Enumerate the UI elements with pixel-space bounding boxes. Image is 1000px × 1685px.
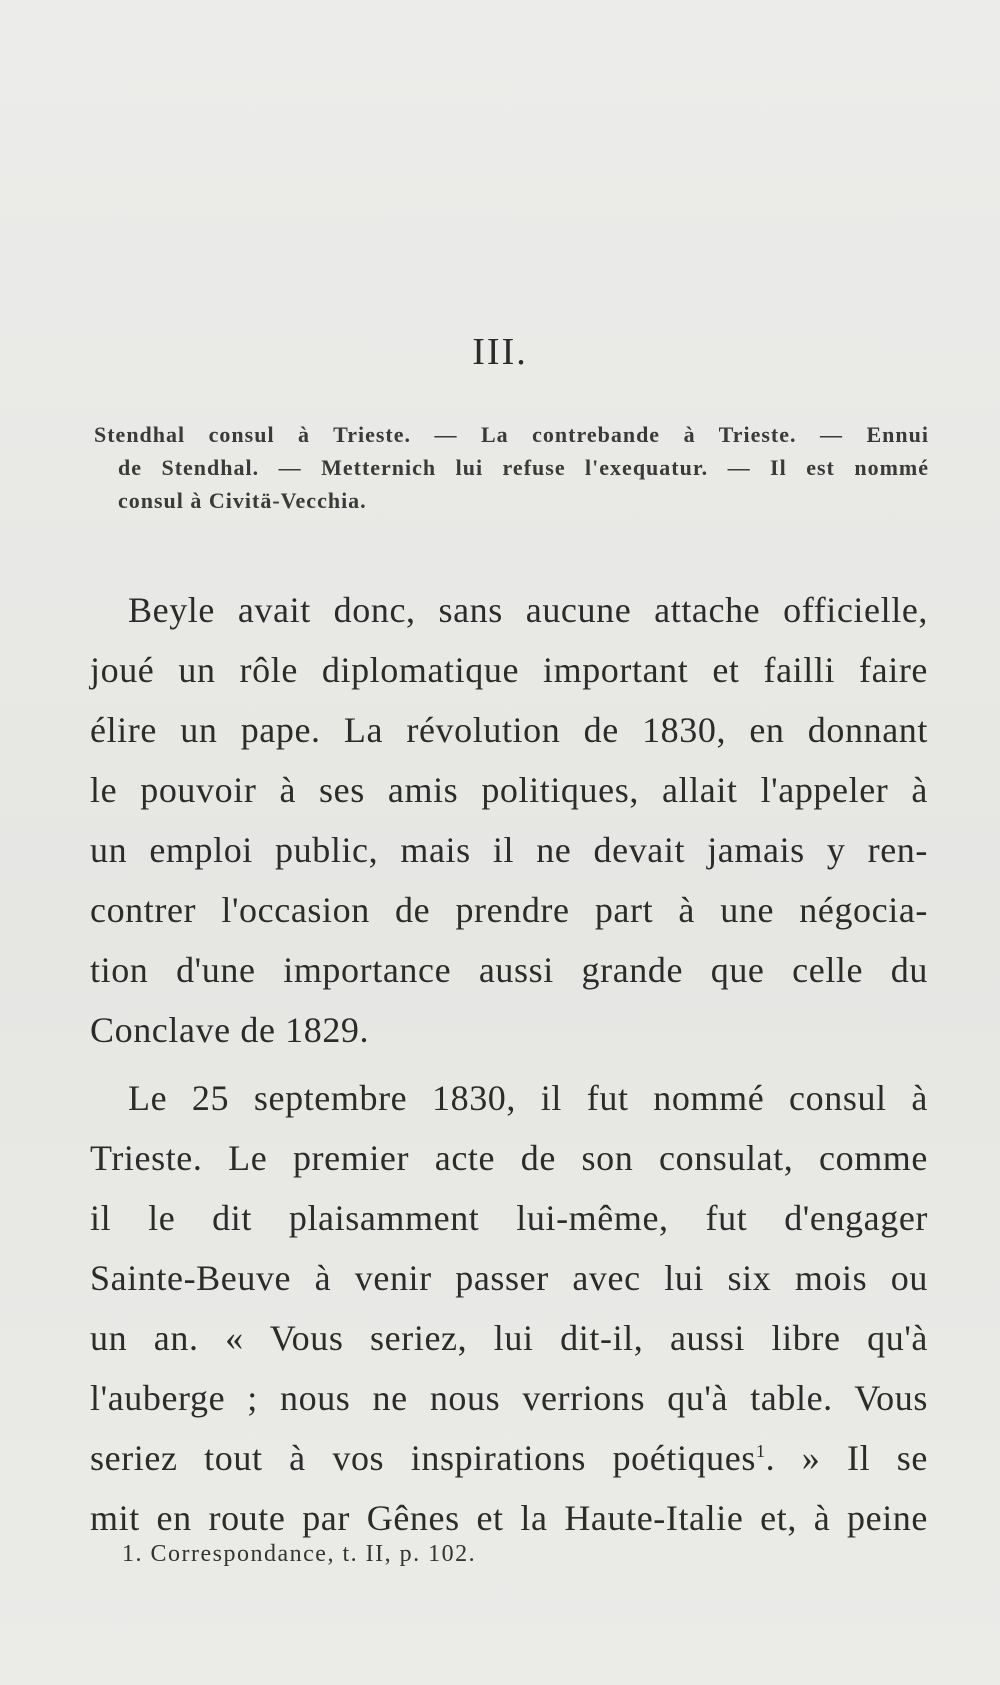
text-line: le pouvoir à ses amis politiques, allait l'appeler à — [90, 770, 928, 810]
summary-line: de Stendhal. — Metternich lui refuse l'exequatur. — Il est nommé — [118, 455, 929, 480]
text-line-with-footnote — [90, 1428, 928, 1488]
text-line: joué un rôle diplomatique important et failli faire — [90, 650, 928, 690]
summary-line: Stendhal consul à Trieste. — La contrebande à Trieste. — Ennui — [94, 422, 929, 447]
footnote-reference: 1 — [755, 1441, 766, 1461]
paragraph-gap — [90, 1060, 928, 1068]
chapter-summary — [94, 418, 929, 517]
text-line: un an. « Vous seriez, lui dit-il, aussi libre qu'à — [90, 1318, 928, 1358]
text-segment: seriez tout à vos inspirations poétiques — [90, 1438, 756, 1478]
text-line: élire un pape. La révolution de 1830, en donnant — [90, 710, 928, 750]
text-line: Conclave de 1829. — [90, 1010, 370, 1050]
text-line: mit en route par Gênes et la Haute-Italie et, à peine — [90, 1498, 928, 1538]
text-line: il le dit plaisamment lui-même, fut d'engager — [90, 1198, 928, 1238]
text-line: un emploi public, mais il ne devait jamais y ren- — [90, 830, 928, 870]
text-line: Beyle avait donc, sans aucune attache officielle, — [128, 590, 928, 630]
chapter-number: III. — [472, 331, 528, 373]
text-line: Trieste. Le premier acte de son consulat, comme — [90, 1138, 928, 1178]
text-line: Sainte-Beuve à venir passer avec lui six mois ou — [90, 1258, 928, 1298]
summary-line: consul à Civitä-Vecchia. — [118, 488, 367, 513]
text-segment: . » Il se — [765, 1438, 928, 1478]
text-line: l'auberge ; nous ne nous verrions qu'à table. Vous — [90, 1378, 928, 1418]
text-line: tion d'une importance aussi grande que celle du — [90, 950, 928, 990]
body-text — [90, 580, 928, 1548]
footnote: 1. Correspondance, t. II, p. 102. — [122, 1541, 477, 1567]
text-line: contrer l'occasion de prendre part à une négocia- — [90, 890, 928, 930]
text-line: Le 25 septembre 1830, il fut nommé consul à — [128, 1078, 928, 1118]
